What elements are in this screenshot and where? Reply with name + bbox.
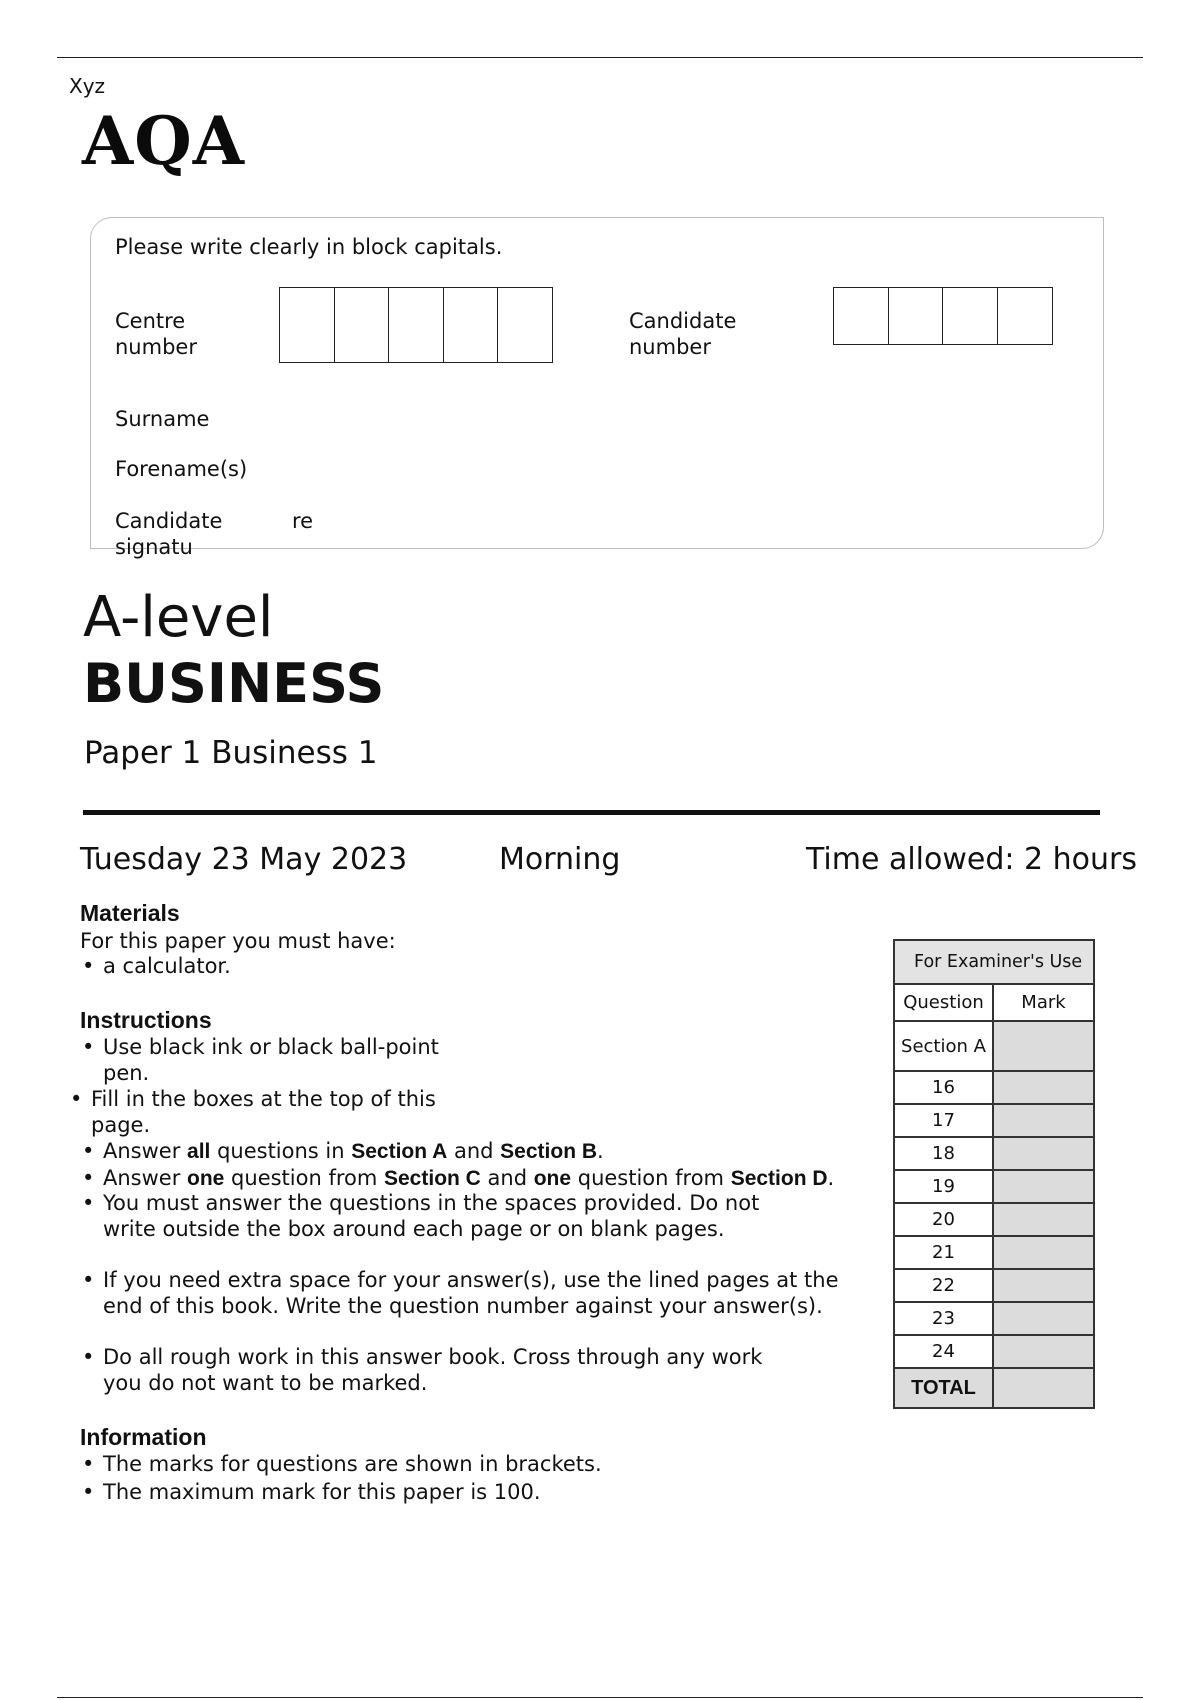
candidate-signature-label: Candidate signatu bbox=[115, 509, 223, 559]
centre-number-digit-box[interactable] bbox=[497, 287, 553, 363]
mark-cell bbox=[993, 1302, 1094, 1335]
paper-title: Paper 1 Business 1 bbox=[84, 735, 378, 771]
candidate-details-box bbox=[90, 217, 1104, 549]
text: questions in bbox=[210, 1139, 352, 1163]
list-item: • Use black ink or black ball-point pen. bbox=[80, 1034, 480, 1086]
text: and bbox=[480, 1166, 534, 1190]
table-row bbox=[894, 1137, 1094, 1170]
candidate-number-digit-box[interactable] bbox=[997, 287, 1053, 345]
table-row bbox=[894, 1071, 1094, 1104]
surname-label: Surname bbox=[115, 407, 210, 431]
total-mark-cell bbox=[993, 1368, 1094, 1408]
title-divider bbox=[83, 810, 1100, 815]
centre-number-digit-box[interactable] bbox=[443, 287, 499, 363]
materials-intro: For this paper you must have: bbox=[80, 929, 396, 953]
total-row bbox=[894, 1368, 1094, 1408]
mark-cell bbox=[993, 1137, 1094, 1170]
mark-cell bbox=[993, 1104, 1094, 1137]
emphasis: Section A bbox=[351, 1140, 448, 1163]
table-row bbox=[894, 1104, 1094, 1137]
list-item: • The marks for questions are shown in brackets. bbox=[80, 1451, 780, 1477]
text: Answer bbox=[103, 1139, 188, 1163]
mark-cell bbox=[993, 1071, 1094, 1104]
question-cell: Section A bbox=[894, 1021, 993, 1071]
materials-list bbox=[80, 953, 580, 979]
centre-number-digit-box[interactable] bbox=[279, 287, 335, 363]
table-row bbox=[894, 1170, 1094, 1203]
centre-number-label: Centre number bbox=[115, 309, 197, 359]
candidate-number-digit-box[interactable] bbox=[942, 287, 998, 345]
candidate-number-digit-box[interactable] bbox=[833, 287, 889, 345]
candidate-number-field[interactable] bbox=[835, 287, 1053, 345]
table-row bbox=[894, 1203, 1094, 1236]
table-row bbox=[894, 1302, 1094, 1335]
forenames-label: Forename(s) bbox=[115, 457, 248, 481]
text: question from bbox=[571, 1166, 731, 1190]
block-capitals-instruction: Please write clearly in block capitals. bbox=[115, 235, 503, 259]
question-cell: 22 bbox=[894, 1269, 993, 1302]
top-rule bbox=[57, 57, 1143, 58]
information-heading: Information bbox=[80, 1424, 207, 1450]
centre-number-digit-box[interactable] bbox=[334, 287, 390, 363]
emphasis: Section D bbox=[730, 1167, 828, 1190]
text: Answer bbox=[103, 1166, 188, 1190]
mark-cell bbox=[993, 1335, 1094, 1368]
mark-cell bbox=[993, 1236, 1094, 1269]
emphasis: one bbox=[533, 1167, 572, 1190]
question-cell: 17 bbox=[894, 1104, 993, 1137]
text: and bbox=[447, 1139, 501, 1163]
mark-cell bbox=[993, 1203, 1094, 1236]
emphasis: Section C bbox=[384, 1167, 481, 1190]
mark-cell bbox=[993, 1269, 1094, 1302]
total-label: TOTAL bbox=[894, 1368, 993, 1408]
question-cell: 21 bbox=[894, 1236, 993, 1269]
list-item bbox=[80, 1165, 880, 1192]
instructions-heading: Instructions bbox=[80, 1007, 212, 1033]
bottom-rule bbox=[57, 1697, 1143, 1698]
table-row bbox=[894, 1335, 1094, 1368]
emphasis: all bbox=[187, 1140, 211, 1163]
question-cell: 16 bbox=[894, 1071, 993, 1104]
time-allowed: Time allowed: 2 hours bbox=[806, 842, 1138, 877]
emphasis: Section B bbox=[500, 1140, 598, 1163]
list-item: • The maximum mark for this paper is 100. bbox=[80, 1479, 780, 1505]
question-cell: 23 bbox=[894, 1302, 993, 1335]
subject-title: BUSINESS bbox=[83, 652, 385, 715]
exam-session: Morning bbox=[499, 842, 621, 877]
question-cell: 24 bbox=[894, 1335, 993, 1368]
text: question from bbox=[224, 1166, 384, 1190]
centre-number-field[interactable] bbox=[281, 287, 553, 363]
header-tag: Xyz bbox=[69, 74, 106, 98]
aqa-logo: AQA bbox=[82, 102, 245, 180]
candidate-number-digit-box[interactable] bbox=[888, 287, 944, 345]
list-item: • Do all rough work in this answer book. Cross through any work you do not want to be marked. bbox=[80, 1344, 800, 1396]
mark-column-header: Mark bbox=[993, 984, 1094, 1021]
mark-cell bbox=[993, 1170, 1094, 1203]
text: . bbox=[827, 1166, 835, 1190]
table-row bbox=[894, 1269, 1094, 1302]
list-item bbox=[80, 1138, 880, 1165]
information-list bbox=[80, 1451, 780, 1507]
qualification-level: A-level bbox=[83, 585, 274, 650]
instructions-list bbox=[80, 1034, 480, 1086]
list-item: • Fill in the boxes at the top of this page. bbox=[68, 1086, 488, 1138]
list-item: • a calculator. bbox=[80, 953, 580, 979]
emphasis: one bbox=[187, 1167, 225, 1190]
question-cell: 18 bbox=[894, 1137, 993, 1170]
table-row bbox=[894, 1236, 1094, 1269]
list-item: • You must answer the questions in the spaces provided. Do not write outside the box around each page or on blank pages. bbox=[80, 1190, 780, 1242]
centre-number-digit-box[interactable] bbox=[388, 287, 444, 363]
instructions-list bbox=[80, 1138, 880, 1192]
mark-cell bbox=[993, 1021, 1094, 1071]
question-cell: 20 bbox=[894, 1203, 993, 1236]
question-column-header: Question bbox=[894, 984, 993, 1021]
table-row bbox=[894, 1021, 1094, 1071]
text: . bbox=[597, 1139, 604, 1163]
instructions-list bbox=[80, 1344, 800, 1396]
examiners-use-caption: For Examiner's Use bbox=[894, 940, 1094, 984]
instructions-list bbox=[80, 1190, 780, 1242]
list-item: • If you need extra space for your answer(s), use the lined pages at the end of this book. Write the question number against your answer(s). bbox=[80, 1267, 840, 1319]
examiners-use-table bbox=[893, 939, 1095, 1409]
exam-date: Tuesday 23 May 2023 bbox=[80, 842, 408, 877]
instructions-list bbox=[80, 1267, 840, 1319]
materials-heading: Materials bbox=[80, 900, 180, 926]
question-cell: 19 bbox=[894, 1170, 993, 1203]
instructions-list bbox=[68, 1086, 488, 1138]
candidate-number-label: Candidate number bbox=[629, 309, 737, 359]
candidate-signature-label-suffix: re bbox=[292, 509, 314, 533]
